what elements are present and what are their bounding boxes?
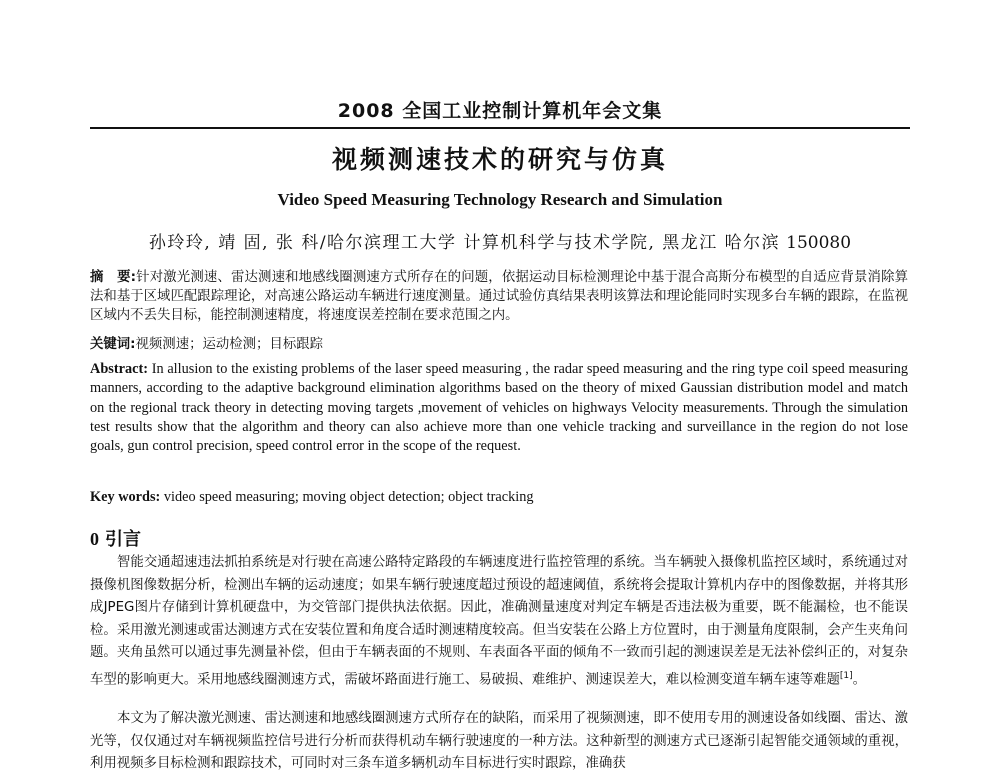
abstract-cn-text: 针对激光测速、雷达测速和地感线圈测速方式所存在的问题，依据运动目标检测理论中基于混合高斯分布模型的自适应背景消除算法和基于区域匹配跟踪理论，对高速公路运动车辆进行速度测量。通过试验仿真结果表明该算法和理论能同时实现多台车辆的跟踪，在监视区域内不丢失目标，能控制测速精度，将速度误差控制在要求范围之内。 <box>90 270 909 323</box>
keywords-en-text: video speed measuring; moving object detection; object tracking <box>163 489 534 505</box>
header-rule <box>90 127 910 129</box>
section-title: 引言 <box>105 529 141 550</box>
keywords-en <box>90 488 908 507</box>
authors-text: 孙玲玲, 靖 固, 张 科/哈尔滨理工大学 计算机科学与技术学院, 黑龙江 哈尔滨 <box>148 233 781 253</box>
abstract-cn-label: 摘 要: <box>90 270 136 285</box>
keywords-cn-label: 关键词: <box>90 337 136 352</box>
abstract-en-text: In allusion to the existing problems of the laser speed measuring , the radar speed measuring and the ring type coil speed measuring manners, according to the adaptive background elimination algorithms based on the theory of mixed Gaussian distribution model and match on the regional track theory in detecting moving targets ,movement of vehicles on highways Velocity measurements. Through the simulation test results show that the algorithm and theory can also achieve more than one vehicle tracking and surveillance in the region do not lose goals, gun control precision, speed control error in the scope of the request. <box>90 361 908 455</box>
section-heading <box>90 525 141 551</box>
body-paragraph-1 <box>90 552 908 691</box>
body-paragraph-1-text: 智能交通超速违法抓拍系统是对行驶在高速公路特定路段的车辆速度进行监控管理的系统。当车辆驶入摄像机监控区域时，系统通过对摄像机图像数据分析，检测出车辆的运动速度；如果车辆行驶速度超过预设的超速阈值，系统将会提取计算机内存中的图像数据，并将其形成JPEG图片存储到计算机硬盘中，为交管部门提供执法依据。因此，准确测量速度对判定车辆是否违法极为重要，既不能漏检，也不能误检。采用激光测速或雷达测速方式在安装位置和角度合适时测速精度较高。但当安装在公路上方位置时，由于测量角度限制，会产生夹角问题。夹角虽然可以通过事先测量补偿，但由于车辆表面的不规则、车表面各平面的倾角不一致而引起的测速误差是无法补偿纠正的，对复杂车型的影响更大。采用地感线圈测速方式，需破坏路面进行施工、易破损、难维护、测速误差大，难以检测变道车辆车速等难题 <box>90 555 908 687</box>
keywords-en-label: Key words: <box>90 489 161 505</box>
body-paragraph-2: 本文为了解决激光测速、雷达测速和地感线圈测速方式所存在的缺陷，而采用了视频测速，即不使用专用的测速设备如线圈、雷达、激光等，仅仅通过对车辆视频监控信号进行分析而获得机动车辆行驶速度的一种方法。这种新型的测速方式已逐渐引起智能交通领域的重视，利用视频多目标检测和跟踪技术，可同时对三条车道多辆机动车目标进行实时跟踪，准确获 <box>90 711 908 771</box>
abstract-en-label: Abstract: <box>90 361 148 377</box>
body-paragraph-1-end: 。 <box>852 671 867 687</box>
paper-title-en: Video Speed Measuring Technology Research and Simulation <box>277 190 723 209</box>
author-affiliation <box>0 228 1000 253</box>
keywords-cn-text: 视频测速；运动检测；目标跟踪 <box>135 337 323 352</box>
paper-title-cn: 视频测速技术的研究与仿真 <box>331 145 668 174</box>
abstract-cn <box>90 268 908 325</box>
keywords-cn <box>90 335 908 354</box>
running-header: 2008 全国工业控制计算机年会文集 <box>337 100 663 122</box>
abstract-en <box>90 360 908 456</box>
postcode: 150080 <box>786 233 852 253</box>
citation-ref: [1] <box>839 670 853 681</box>
section-number: 0 <box>90 529 99 549</box>
